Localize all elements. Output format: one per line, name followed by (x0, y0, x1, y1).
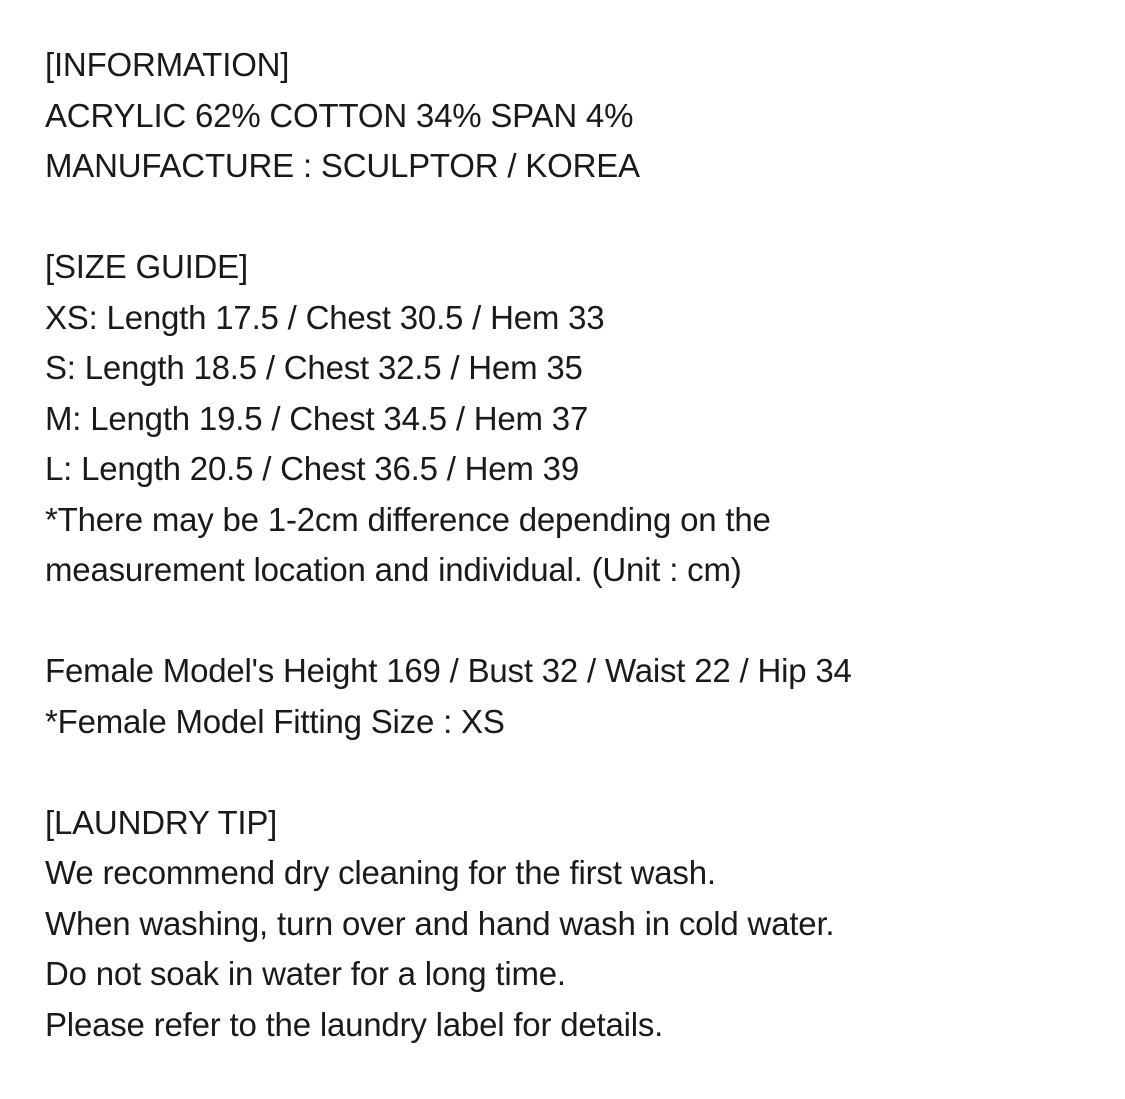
size-guide-section (45, 242, 1105, 596)
size-row-l: L: Length 20.5 / Chest 36.5 / Hem 39 (45, 450, 579, 487)
laundry-tip: When washing, turn over and hand wash in cold water. (45, 904, 835, 942)
information-heading: [INFORMATION] (45, 46, 290, 83)
model-section (45, 646, 1105, 747)
laundry-section (45, 798, 1105, 1051)
section-spacer (45, 596, 1105, 647)
manufacture-info: MANUFACTURE : SCULPTOR / KOREA (45, 147, 640, 184)
laundry-heading: [LAUNDRY TIP] (45, 803, 278, 841)
section-spacer (45, 192, 1105, 243)
model-measurements: Female Model's Height 169 / Bust 32 / Waist 22 / Hip 34 (45, 652, 852, 689)
product-info-document (45, 40, 1105, 1050)
model-fitting-size: *Female Model Fitting Size : XS (45, 702, 505, 740)
laundry-tip: Please refer to the laundry label for details. (45, 1005, 664, 1043)
size-row-xs: XS: Length 17.5 / Chest 30.5 / Hem 33 (45, 298, 605, 336)
size-row-s: S: Length 18.5 / Chest 32.5 / Hem 35 (45, 349, 583, 386)
section-spacer (45, 747, 1105, 798)
information-section (45, 40, 1105, 192)
laundry-tip: We recommend dry cleaning for the first wash. (45, 854, 716, 891)
material-composition: ACRYLIC 62% COTTON 34% SPAN 4% (45, 96, 634, 134)
size-guide-heading: [SIZE GUIDE] (45, 248, 248, 285)
size-note-line-2: measurement location and individual. (Unit : cm) (45, 551, 742, 588)
laundry-tip: Do not soak in water for a long time. (45, 955, 566, 992)
size-row-m: M: Length 19.5 / Chest 34.5 / Hem 37 (45, 399, 589, 437)
size-note-line-1: *There may be 1-2cm difference depending on the (45, 500, 771, 538)
